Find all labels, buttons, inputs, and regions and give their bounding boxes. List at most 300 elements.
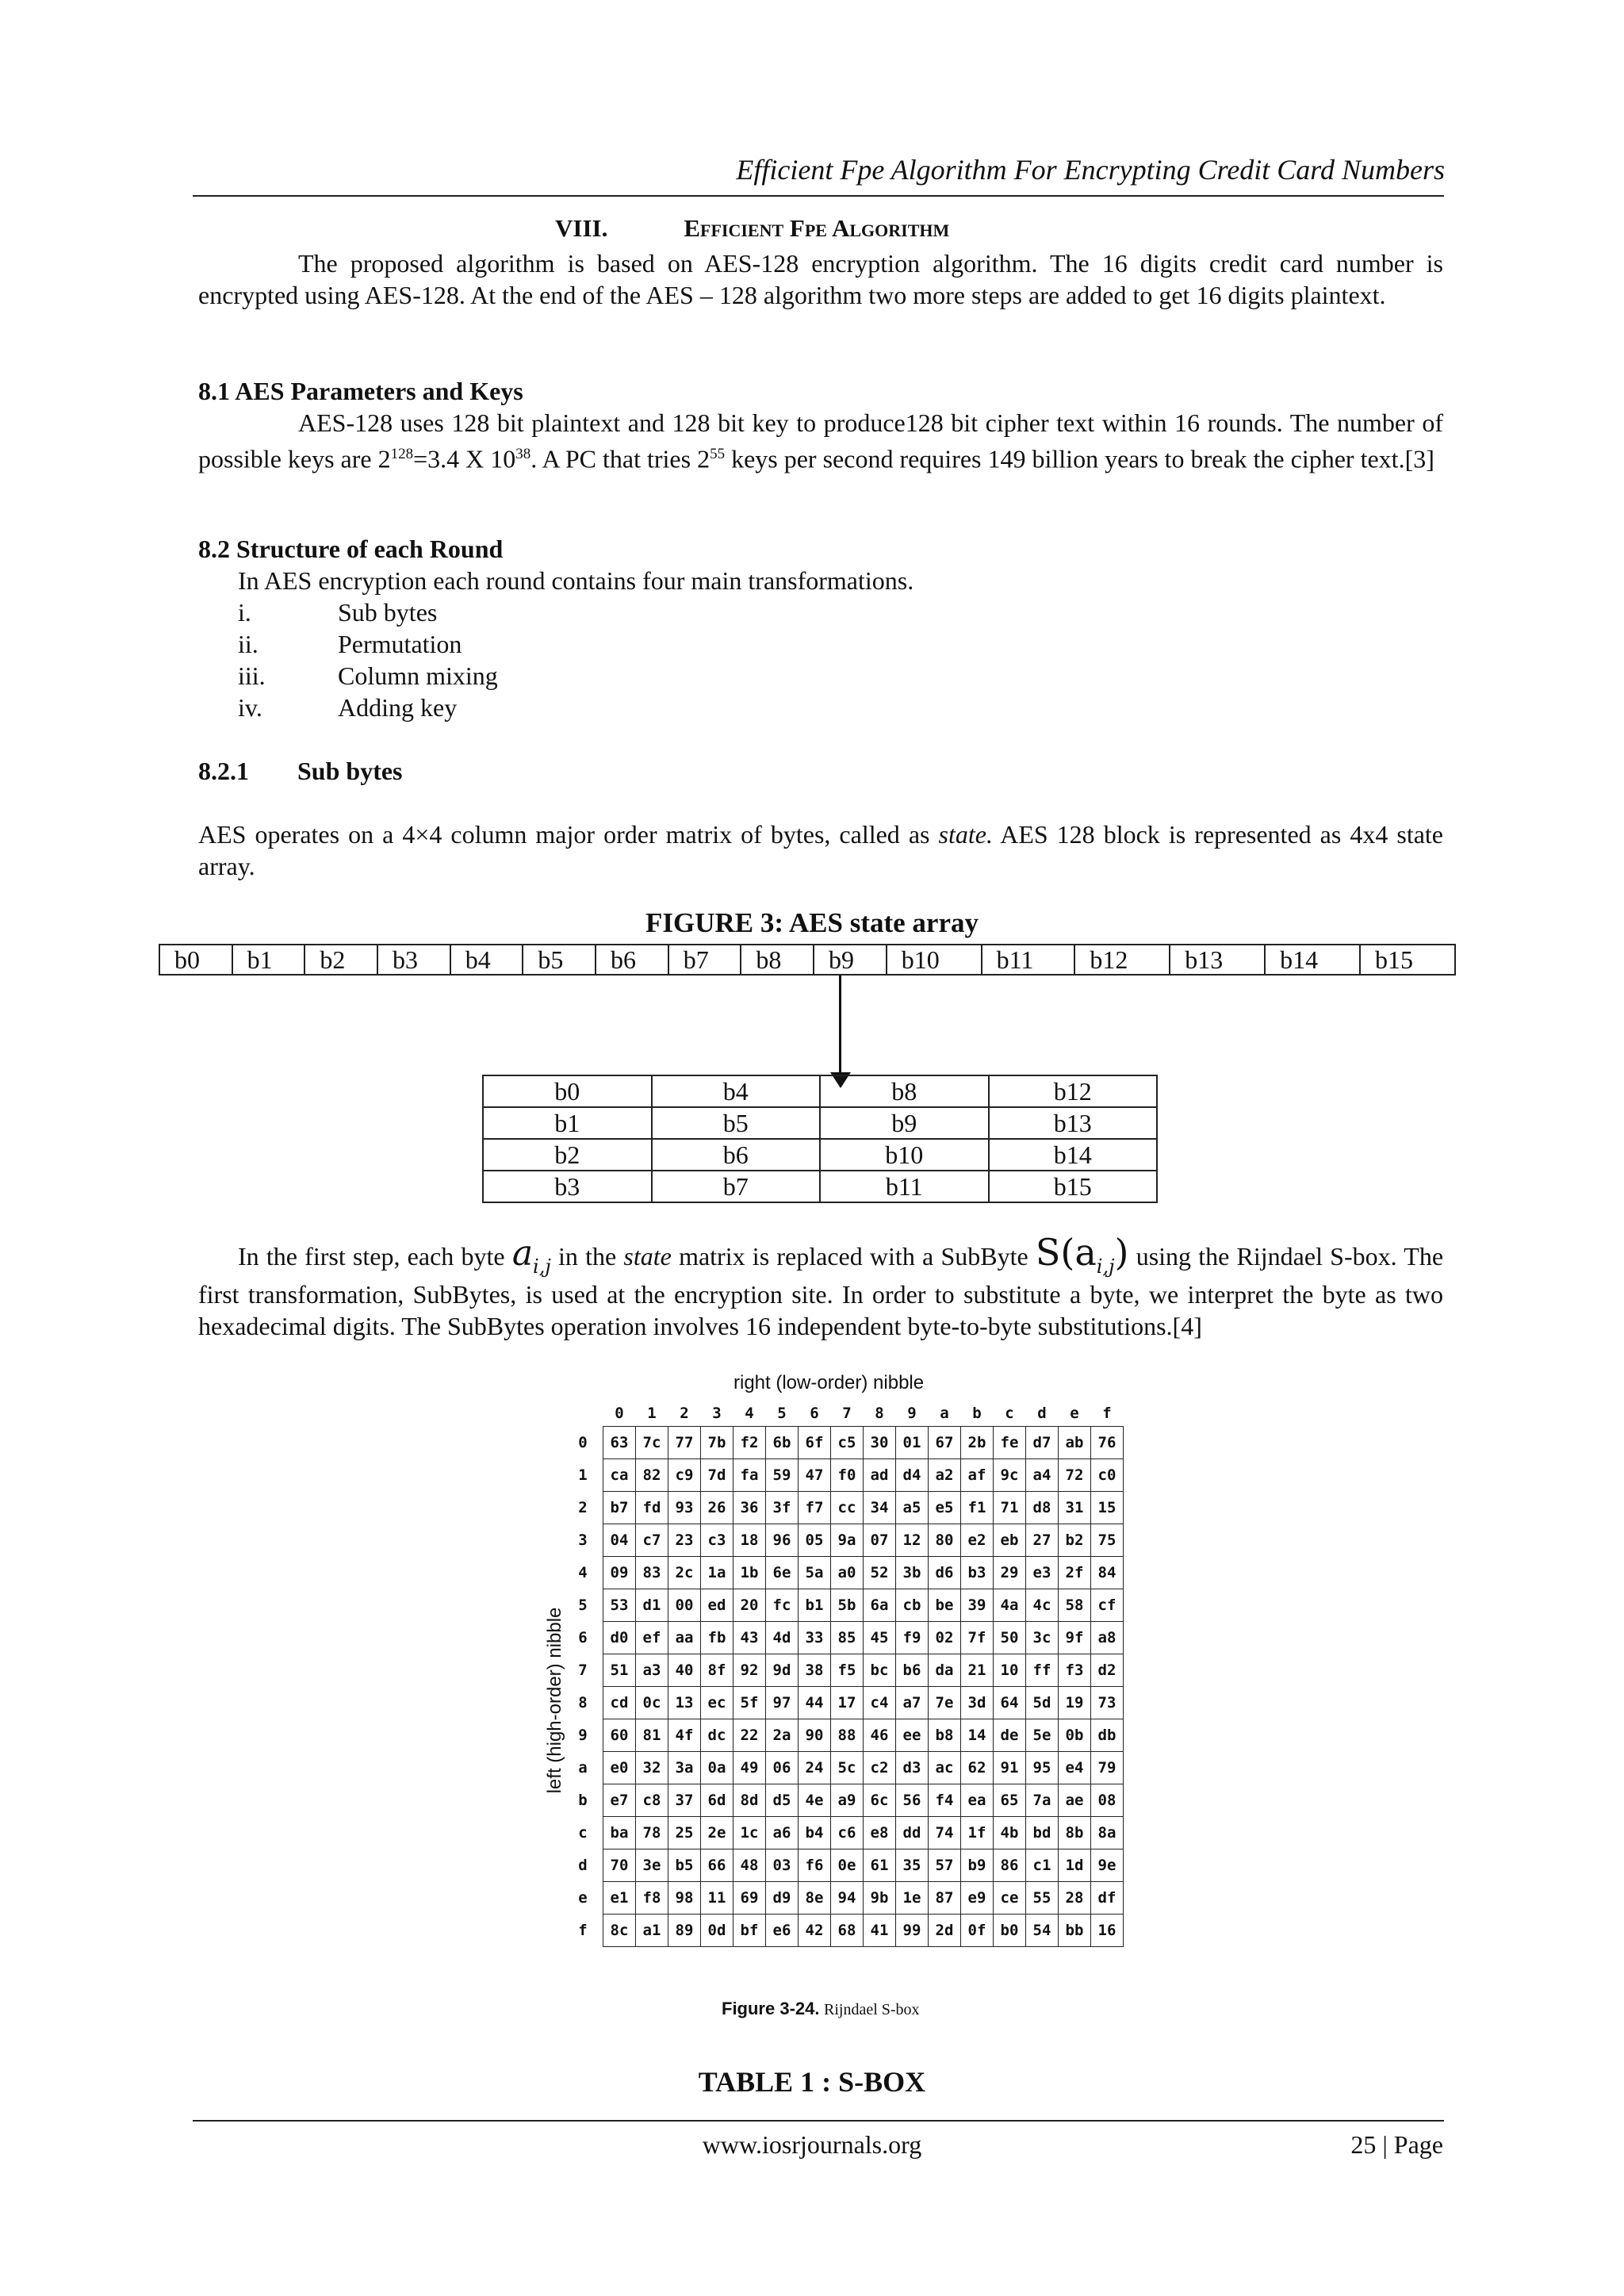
sbox-col-header: c [1005, 1405, 1014, 1422]
sbox-col-header: d [1037, 1405, 1047, 1422]
sbox-row [563, 1849, 1124, 1882]
sbox-cell: 26 [701, 1492, 733, 1524]
sbox-cell: 3c [1026, 1622, 1059, 1654]
sbox-cell: 92 [733, 1654, 766, 1687]
sbox-cell: a4 [1026, 1459, 1059, 1492]
sbox-cell: e4 [1059, 1752, 1091, 1784]
sbox-row-header: c [578, 1824, 588, 1842]
sbox-cell: c8 [636, 1784, 668, 1817]
sbox-cell: 4b [994, 1817, 1026, 1849]
state-cell: b12 [1074, 945, 1170, 975]
sbox-cell: 1f [961, 1817, 994, 1849]
sbox-row-header: 9 [578, 1727, 588, 1744]
sbox-cell: 84 [1091, 1557, 1124, 1589]
list-item-label: Permutation [338, 630, 462, 658]
sbox-cell: 46 [864, 1719, 896, 1752]
sbox-cell: e7 [603, 1784, 636, 1817]
sbox-cell: cc [831, 1492, 864, 1524]
sbox-cell: f4 [929, 1784, 961, 1817]
sbox-cell: bb [1059, 1915, 1091, 1947]
sbox-cell: b4 [799, 1817, 831, 1849]
sbox-cell: 69 [733, 1882, 766, 1915]
sbox-cell: 63 [603, 1427, 636, 1459]
sbox-cell: cb [896, 1589, 929, 1622]
para-8-1-text-c: . A PC that tries 2 [530, 444, 710, 473]
para-8-2-1-text-b: AES 128 block is represented as 4x4 state array. [198, 820, 1444, 880]
sbox-cell: ee [896, 1719, 929, 1752]
sbox-cell: 93 [668, 1492, 701, 1524]
sbox-cell: 05 [799, 1524, 831, 1557]
sbox-cell: f9 [896, 1622, 929, 1654]
sbox-cell: a8 [1091, 1622, 1124, 1654]
sbox-header [563, 1401, 1124, 1427]
para-8-2-intro: In AES encryption each round contains four main transformations. [238, 566, 914, 595]
sbox-cell: 66 [701, 1849, 733, 1882]
sbox-cell: 34 [864, 1492, 896, 1524]
sbox-row-header: 5 [578, 1596, 588, 1614]
para-8-1 [198, 407, 1443, 475]
sbox-cell: 9b [864, 1882, 896, 1915]
sbox-cell: 2b [961, 1427, 994, 1459]
sbox-cell: e1 [603, 1882, 636, 1915]
sbox-cell: cd [603, 1687, 636, 1719]
sbox-cell: 3a [668, 1752, 701, 1784]
sbox-cell: db [1091, 1719, 1124, 1752]
sbox-cell: 7a [1026, 1784, 1059, 1817]
sbox-cell: ff [1026, 1654, 1059, 1687]
sbox-cell: c9 [668, 1459, 701, 1492]
sbox-cell: 37 [668, 1784, 701, 1817]
sbox-cell: 0e [831, 1849, 864, 1882]
sbox-cell: fc [766, 1589, 799, 1622]
sbox-col-header: 7 [842, 1405, 852, 1422]
symbol-s-subscript: i,j [1096, 1255, 1115, 1278]
footer-rule [193, 2120, 1444, 2122]
arrow-shaft [839, 976, 841, 1073]
sbox-cell: 39 [961, 1589, 994, 1622]
sbox-cell: 6b [766, 1427, 799, 1459]
sbox-cell: bc [864, 1654, 896, 1687]
sbox-cell: e8 [864, 1817, 896, 1849]
state-cell: b4 [450, 945, 523, 975]
sbox-cell: 7f [961, 1622, 994, 1654]
sbox-cell: 5a [799, 1557, 831, 1589]
sbox-cell: dc [701, 1719, 733, 1752]
sbox-body [563, 1427, 1124, 1947]
sbox-cell: 5f [733, 1687, 766, 1719]
sbox-cell: d7 [1026, 1427, 1059, 1459]
list-item-label: Adding key [338, 693, 458, 722]
sbox-cell: c7 [636, 1524, 668, 1557]
sbox-cell: 52 [864, 1557, 896, 1589]
sbox-cell: 2d [929, 1915, 961, 1947]
list-item-num: iv. [238, 693, 262, 722]
sbox-cell: 41 [864, 1915, 896, 1947]
sbox-cell: ba [603, 1817, 636, 1849]
sbox-cell: 9f [1059, 1622, 1091, 1654]
matrix-cell: b5 [652, 1107, 821, 1139]
sbox-cell: 65 [994, 1784, 1026, 1817]
sbox-row [563, 1524, 1124, 1557]
sbox-cell: 3d [961, 1687, 994, 1719]
symbol-a: a [511, 1233, 534, 1274]
sbox-cell: 12 [896, 1524, 929, 1557]
sbox-cell: f5 [831, 1654, 864, 1687]
heading-8-2-1 [198, 755, 403, 787]
sbox-cell: 60 [603, 1719, 636, 1752]
sbox-col-header: 9 [907, 1405, 917, 1422]
sbox-row [563, 1752, 1124, 1784]
sbox-cell: f8 [636, 1882, 668, 1915]
sbox-cell: 51 [603, 1654, 636, 1687]
sbox-cell: 38 [799, 1654, 831, 1687]
para-subbyte-t2: in the [550, 1242, 624, 1271]
matrix-cell: b4 [652, 1075, 821, 1107]
sbox-cell: 07 [864, 1524, 896, 1557]
sbox-cell: 55 [1026, 1882, 1059, 1915]
sbox-cell: 24 [799, 1752, 831, 1784]
state-cell: b13 [1170, 945, 1265, 975]
para-8-1-text-b: =3.4 X 10 [413, 444, 516, 473]
sbox-col-header: 0 [615, 1405, 624, 1422]
sbox-cell: 1c [733, 1817, 766, 1849]
sbox-cell: 74 [929, 1817, 961, 1849]
sbox-row-header: 6 [578, 1629, 588, 1646]
sbox-cell: 5c [831, 1752, 864, 1784]
sbox-cell: 4f [668, 1719, 701, 1752]
sbox-cell: 49 [733, 1752, 766, 1784]
sbox-cell: 31 [1059, 1492, 1091, 1524]
sbox-col-header: b [972, 1405, 982, 1422]
sbox-cell: a7 [896, 1687, 929, 1719]
sbox-cell: 3e [636, 1849, 668, 1882]
sbox-cell: 80 [929, 1524, 961, 1557]
sbox-cell: 83 [636, 1557, 668, 1589]
sbox-cell: 96 [766, 1524, 799, 1557]
state-term: state [623, 1242, 672, 1271]
state-term: state. [938, 820, 993, 849]
exp-55: 55 [710, 446, 726, 462]
sbox-cell: 2a [766, 1719, 799, 1752]
sbox-cell: e5 [929, 1492, 961, 1524]
sbox-cell: 5b [831, 1589, 864, 1622]
matrix-cell: b14 [989, 1139, 1158, 1171]
sbox-cell: 1e [896, 1882, 929, 1915]
state-cell: b15 [1360, 945, 1455, 975]
sbox-row [563, 1817, 1124, 1849]
list-item-num: iii. [238, 661, 266, 690]
heading-8-2: 8.2 Structure of each Round [198, 535, 504, 563]
sbox-cell: 88 [831, 1719, 864, 1752]
sbox-cell: 98 [668, 1882, 701, 1915]
sbox-cell: 4d [766, 1622, 799, 1654]
matrix-cell: b10 [820, 1139, 989, 1171]
sbox-cell: fa [733, 1459, 766, 1492]
table-1-caption: TABLE 1 : S-BOX [698, 2066, 926, 2098]
symbol-a-ij [511, 1233, 551, 1278]
sbox-cell: 30 [864, 1427, 896, 1459]
sbox-cell: 97 [766, 1687, 799, 1719]
sbox-cell: de [994, 1719, 1026, 1752]
sbox-cell: df [1091, 1882, 1124, 1915]
footer-site: www.iosrjournals.org [702, 2130, 922, 2159]
sbox-cell: 29 [994, 1557, 1026, 1589]
sbox-cell: a1 [636, 1915, 668, 1947]
para-8-2-1 [198, 818, 1443, 882]
sbox-cell: 6c [864, 1784, 896, 1817]
sbox-cell: d9 [766, 1882, 799, 1915]
sbox-row-header: f [578, 1922, 588, 1939]
list-item-label: Column mixing [338, 661, 498, 690]
sbox-cell: d3 [896, 1752, 929, 1784]
exp-38: 38 [515, 446, 531, 462]
para-8-1-text-a: AES-128 uses 128 bit plaintext and 128 bit key to produce128 bit cipher text within 16 rounds. The number of possible keys are 2 [198, 408, 1443, 473]
sbox-cell: da [929, 1654, 961, 1687]
sbox-cell: 23 [668, 1524, 701, 1557]
sbox-cell: 35 [896, 1849, 929, 1882]
sbox-cell: e2 [961, 1524, 994, 1557]
symbol-s-close: ) [1114, 1231, 1129, 1274]
sbox-cell: ce [994, 1882, 1026, 1915]
sbox-cell: cf [1091, 1589, 1124, 1622]
sbox-col-title: right (low-order) nibble [733, 1372, 925, 1393]
sbox-cell: 17 [831, 1687, 864, 1719]
state-cell: b10 [887, 945, 982, 975]
sbox-cell: 20 [733, 1589, 766, 1622]
sbox-cell: 95 [1026, 1752, 1059, 1784]
sbox-cell: 19 [1059, 1687, 1091, 1719]
sbox-cell: c6 [831, 1817, 864, 1849]
sbox-cell: a5 [896, 1492, 929, 1524]
sbox-cell: 11 [701, 1882, 733, 1915]
state-cell: b8 [741, 945, 814, 975]
sbox-cell: 18 [733, 1524, 766, 1557]
sbox-cell: ea [961, 1784, 994, 1817]
sbox-cell: 99 [896, 1915, 929, 1947]
sbox-cell: 58 [1059, 1589, 1091, 1622]
sbox-cell: 13 [668, 1687, 701, 1719]
sbox-col-header: 4 [745, 1405, 754, 1422]
sbox-row-header: 3 [578, 1531, 588, 1549]
matrix-cell: b6 [652, 1139, 821, 1171]
sbox-cell: 57 [929, 1849, 961, 1882]
sbox-cell: 06 [766, 1752, 799, 1784]
sbox-cell: 91 [994, 1752, 1026, 1784]
state-matrix-table [482, 1075, 1158, 1203]
sbox-cell: 4e [799, 1784, 831, 1817]
symbol-s-aij [1035, 1231, 1129, 1278]
sbox-cell: b6 [896, 1654, 929, 1687]
matrix-cell: b2 [483, 1139, 652, 1171]
sbox-col-header: 8 [875, 1405, 884, 1422]
sbox-cell: 50 [994, 1622, 1026, 1654]
sbox-cell: 87 [929, 1882, 961, 1915]
sbox-cell: fd [636, 1492, 668, 1524]
para-subbyte-t1: In the first step, each byte [238, 1242, 512, 1271]
sbox-cell: f1 [961, 1492, 994, 1524]
sbox-cell: 45 [864, 1622, 896, 1654]
sbox-cell: 2c [668, 1557, 701, 1589]
sbox-cell: 6e [766, 1557, 799, 1589]
sbox-cell: ca [603, 1459, 636, 1492]
sbox-cell: b8 [929, 1719, 961, 1752]
figure-3-caption: FIGURE 3: AES state array [645, 907, 979, 938]
sbox-cell: fe [994, 1427, 1026, 1459]
sbox-cell: 03 [766, 1849, 799, 1882]
sbox-cell: e9 [961, 1882, 994, 1915]
sbox-cell: c1 [1026, 1849, 1059, 1882]
sbox-cell: aa [668, 1622, 701, 1654]
list-item-num: ii. [238, 630, 259, 658]
state-cell: b6 [596, 945, 668, 975]
sbox-figure-caption-text: Rijndael S-box [823, 2001, 920, 2018]
sbox-cell: 2e [701, 1817, 733, 1849]
sbox-cell: 43 [733, 1622, 766, 1654]
sbox-cell: 0c [636, 1687, 668, 1719]
sbox-col-header: f [1102, 1405, 1112, 1422]
sbox-cell: f6 [799, 1849, 831, 1882]
sbox-cell: 00 [668, 1589, 701, 1622]
sbox-cell: af [961, 1459, 994, 1492]
sbox-cell: bf [733, 1915, 766, 1947]
sbox-cell: 8e [799, 1882, 831, 1915]
sbox-cell: 78 [636, 1817, 668, 1849]
sbox-row-header: d [578, 1857, 588, 1874]
sbox-cell: 47 [799, 1459, 831, 1492]
sbox-row [563, 1882, 1124, 1915]
sbox-col-header: a [940, 1405, 949, 1422]
footer-page: 25 | Page [1350, 2130, 1443, 2159]
section-name: Efficient Fpe Algorithm [684, 214, 950, 242]
sbox-cell: 72 [1059, 1459, 1091, 1492]
sbox-cell: ad [864, 1459, 896, 1492]
sbox-cell: 33 [799, 1622, 831, 1654]
state-cell: b1 [232, 945, 305, 975]
sbox-cell: 7d [701, 1459, 733, 1492]
sbox-cell: c3 [701, 1524, 733, 1557]
sbox-row [563, 1459, 1124, 1492]
sbox-cell: 0f [961, 1915, 994, 1947]
sbox-cell: ef [636, 1622, 668, 1654]
sbox-cell: 0a [701, 1752, 733, 1784]
header-rule [193, 195, 1444, 197]
sbox-cell: 0b [1059, 1719, 1091, 1752]
sbox-cell: 6d [701, 1784, 733, 1817]
running-header: Efficient Fpe Algorithm For Encrypting Credit Card Numbers [736, 154, 1445, 186]
sbox-cell: 9d [766, 1654, 799, 1687]
sbox-cell: 10 [994, 1654, 1026, 1687]
sbox-cell: b2 [1059, 1524, 1091, 1557]
sbox-cell: c0 [1091, 1459, 1124, 1492]
sbox-cell: 86 [994, 1849, 1026, 1882]
sbox-cell: 6a [864, 1589, 896, 1622]
matrix-cell: b15 [989, 1171, 1158, 1202]
para-subbyte [198, 1231, 1444, 1342]
sbox-cell: 8c [603, 1915, 636, 1947]
sbox-cell: 76 [1091, 1427, 1124, 1459]
list-item-label: Sub bytes [338, 598, 438, 627]
sbox-cell: f7 [799, 1492, 831, 1524]
sbox-cell: 53 [603, 1589, 636, 1622]
sbox-cell: f2 [733, 1427, 766, 1459]
sbox-row [563, 1654, 1124, 1687]
sbox-cell: 68 [831, 1915, 864, 1947]
para-subbyte-t4: using the Rijndael S-box. The first transformation, SubBytes, is used at the encryption site. In order to substitute a byte, we interpret the byte as two hexadecimal digits. The SubBytes operation involves 16 independent byte-to-byte substitutions.[4] [198, 1242, 1444, 1341]
sbox-row-header: 0 [578, 1434, 588, 1451]
para-8-2-1-text-a: AES operates on a 4×4 column major order matrix of bytes, called as [198, 820, 939, 849]
matrix-cell: b9 [820, 1107, 989, 1139]
sbox-row-header: 1 [578, 1466, 588, 1484]
exp-128: 128 [390, 446, 414, 462]
section-title [555, 214, 949, 243]
sbox-cell: b0 [994, 1915, 1026, 1947]
sbox-row [563, 1687, 1124, 1719]
sbox-cell: 02 [929, 1622, 961, 1654]
sbox-cell: 70 [603, 1849, 636, 1882]
matrix-cell: b3 [483, 1171, 652, 1202]
sbox-cell: b3 [961, 1557, 994, 1589]
state-cell: b11 [982, 945, 1075, 975]
heading-8-2-1-num: 8.2.1 [198, 757, 249, 785]
sbox-cell: a3 [636, 1654, 668, 1687]
sbox-cell: 01 [896, 1427, 929, 1459]
sbox-cell: b7 [603, 1492, 636, 1524]
sbox-cell: d0 [603, 1622, 636, 1654]
sbox-cell: 8d [733, 1784, 766, 1817]
sbox-cell: 56 [896, 1784, 929, 1817]
sbox-cell: 3b [896, 1557, 929, 1589]
sbox-cell: 7b [701, 1427, 733, 1459]
sbox-cell: bd [1026, 1817, 1059, 1849]
sbox-cell: 71 [994, 1492, 1026, 1524]
sbox-row [563, 1719, 1124, 1752]
sbox-cell: 48 [733, 1849, 766, 1882]
sbox-cell: d5 [766, 1784, 799, 1817]
sbox-row-header: 7 [578, 1662, 588, 1679]
sbox-cell: 6f [799, 1427, 831, 1459]
sbox-cell: 61 [864, 1849, 896, 1882]
sbox-cell: e3 [1026, 1557, 1059, 1589]
sbox-row-header: b [578, 1792, 588, 1809]
list-item [238, 660, 498, 692]
sbox-cell: 04 [603, 1524, 636, 1557]
sbox-row [563, 1589, 1124, 1622]
sbox-cell: 4a [994, 1589, 1026, 1622]
sbox-cell: ac [929, 1752, 961, 1784]
sbox-cell: 81 [636, 1719, 668, 1752]
matrix-cell: b12 [989, 1075, 1158, 1107]
sbox-cell: 0d [701, 1915, 733, 1947]
sbox-cell: 85 [831, 1622, 864, 1654]
sbox-cell: 79 [1091, 1752, 1124, 1784]
sbox-cell: 44 [799, 1687, 831, 1719]
sbox-cell: dd [896, 1817, 929, 1849]
sbox-cell: 09 [603, 1557, 636, 1589]
sbox-figure-caption [722, 1999, 920, 2019]
sbox-cell: 1d [1059, 1849, 1091, 1882]
sbox-cell: 8a [1091, 1817, 1124, 1849]
sbox-cell: 82 [636, 1459, 668, 1492]
sbox-cell: fb [701, 1622, 733, 1654]
sbox-cell: 73 [1091, 1687, 1124, 1719]
matrix-cell: b7 [652, 1171, 821, 1202]
sbox-cell: 5e [1026, 1719, 1059, 1752]
sbox-cell: 1b [733, 1557, 766, 1589]
sbox-cell: 89 [668, 1915, 701, 1947]
sbox-cell: b5 [668, 1849, 701, 1882]
sbox-cell: f0 [831, 1459, 864, 1492]
sbox-col-header: 5 [777, 1405, 787, 1422]
